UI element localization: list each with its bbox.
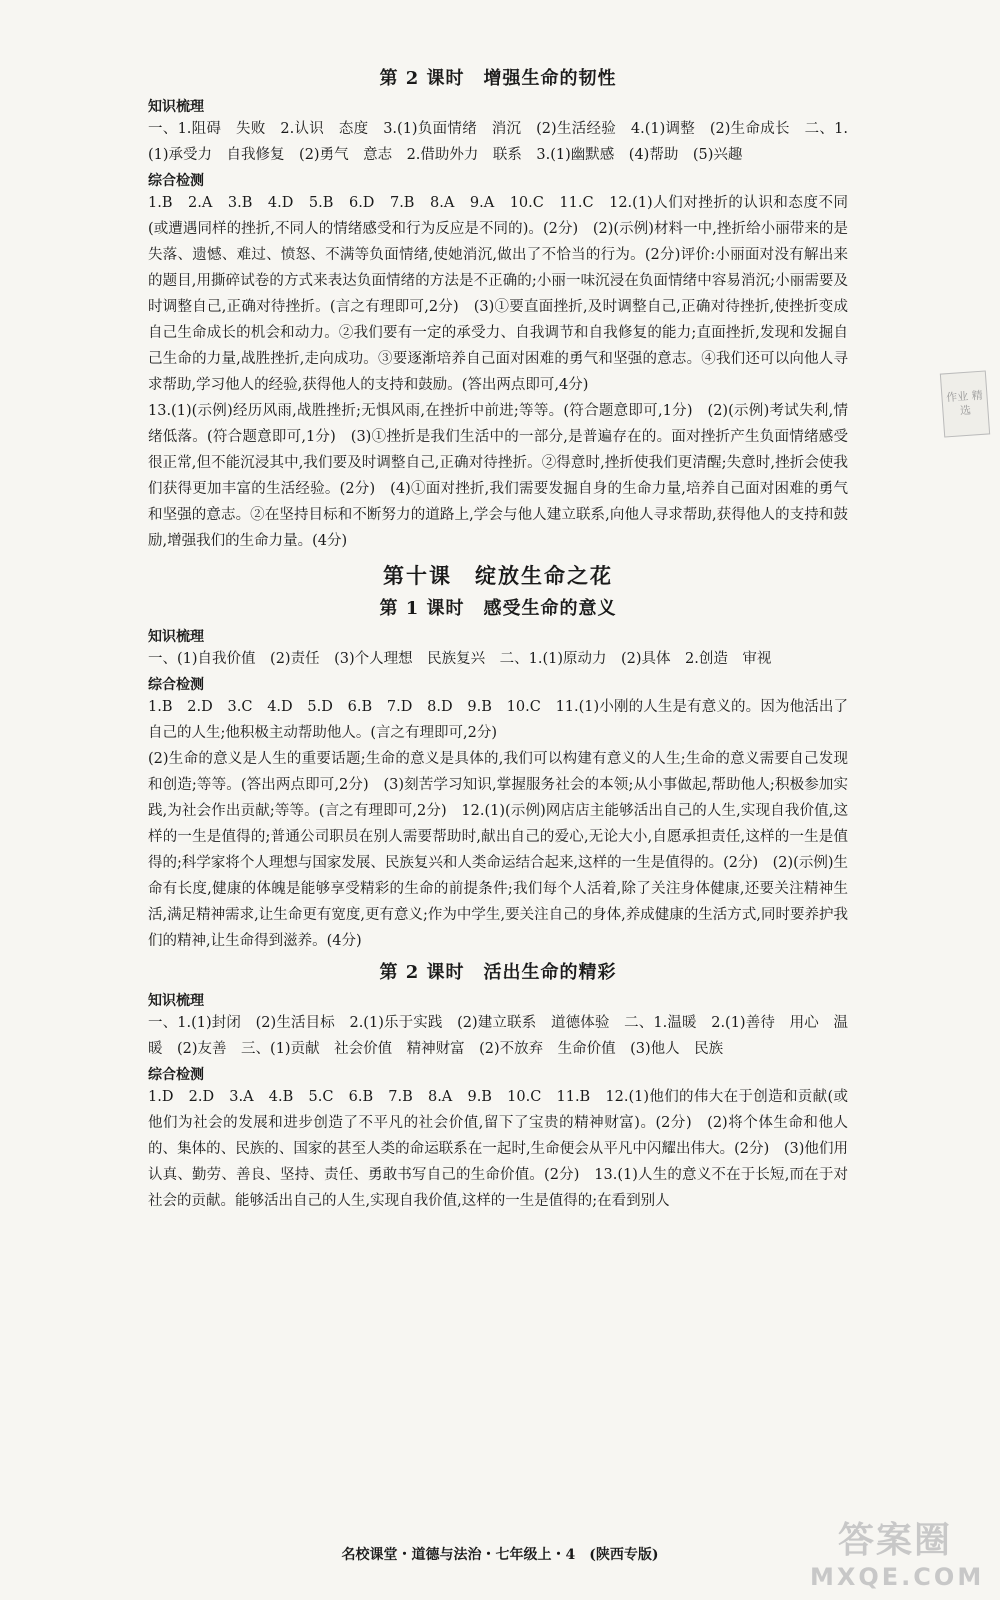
answer-page	[148, 60, 848, 1214]
watermark-logo-text: 答案圈	[837, 1520, 952, 1561]
site-watermark	[810, 1512, 985, 1591]
test-answers: 1.B 2.A 3.B 4.D 5.B 6.D 7.B 8.A 9.A 10.C 11.C 12.(1)人们对挫折的认识和态度不同(或遭遇同样的挫折,不同人的情绪感受和行为反应是不同的)。(2分) (2)(示例)材料一中,挫折给小丽带来的是失落、遗憾、难过、愤怒、不满等负面情绪,使她消沉,做出了不恰当的行为。(2分)评价:小丽面对没有解出来的题目,用撕碎试卷的方式来表达负面情绪的方法是不正确的;小丽一味沉浸在负面情绪中容易消沉;小丽需要及时调整自己,正确对待挫折。(言之有理即可,2分) (3)①要直面挫折,及时调整自己,正确对待挫折,使挫折变成自己生命成长的机会和动力。②我们要有一定的承受力、自我调节和自我修复的能力;直面挫折,发现和发掘自己生命的力量,战胜挫折,走向成功。③要逐渐培养自己面对困难的勇气和坚强的意志。④我们还可以向他人寻求帮助,学习他人的经验,获得他人的支持和鼓励。(答出两点即可,4分)	[148, 195, 848, 393]
lesson-title: 第 1 课时 感受生命的意义	[379, 598, 617, 619]
section-label-knowledge: 知识梳理	[148, 629, 204, 645]
knowledge-answers: 一、(1)自我价值 (2)责任 (3)个人理想 民族复兴 二、1.(1)原动力 (2)具体 2.创造 审视	[148, 651, 772, 667]
section-label-test: 综合检测	[148, 1067, 204, 1083]
knowledge-answers: 一、1.阻碍 失败 2.认识 态度 3.(1)负面情绪 消沉 (2)生活经验 4.(1)调整 (2)生命成长 二、1.(1)承受力 自我修复 (2)勇气 意志 2.借助外力 联系 3.(1)幽默感 (4)帮助 (5)兴趣	[148, 121, 848, 163]
unit-title: 第十课 绽放生命之花	[383, 563, 613, 588]
section-label-knowledge: 知识梳理	[148, 99, 204, 115]
lesson-title: 第 2 课时 增强生命的韧性	[379, 68, 617, 89]
lesson-title: 第 2 课时 活出生命的精彩	[379, 962, 617, 983]
watermark-url: MXQE.COM	[810, 1563, 985, 1591]
knowledge-answers: 一、1.(1)封闭 (2)生活目标 2.(1)乐于实践 (2)建立联系 道德体验 二、1.温暖 2.(1)善待 用心 温暖 (2)友善 三、(1)贡献 社会价值 精神财富 (2)不放弃 生命价值 (3)他人 民族	[148, 1015, 848, 1057]
section-label-test: 综合检测	[148, 677, 204, 693]
test-answers: 1.D 2.D 3.A 4.B 5.C 6.B 7.B 8.A 9.B 10.C 11.B 12.(1)他们的伟大在于创造和贡献(或他们为社会的发展和进步创造了不平凡的社会价值,留下了宝贵的精神财富)。(2分) (2)将个体生命和他人的、集体的、民族的、国家的甚至人类的命运联系在一起时,生命便会从平凡中闪耀出伟大。(2分) (3)他们用认真、勤劳、善良、坚持、责任、勇敢书写自己的生命价值。(2分) 13.(1)人生的意义不在于长短,而在于对社会的贡献。能够活出自己的人生,实现自我价值,这样的一生是值得的;在看到别人	[148, 1089, 848, 1209]
section-label-test: 综合检测	[148, 173, 204, 189]
test-answers: (2)生命的意义是人生的重要话题;生命的意义是具体的,我们可以构建有意义的人生;生命的意义需要自己发现和创造;等等。(答出两点即可,2分) (3)刻苦学习知识,掌握服务社会的本领;从小事做起,帮助他人;积极参加实践,为社会作出贡献;等等。(言之有理即可,2分) 12.(1)(示例)网店店主能够活出自己的人生,实现自我价值,这样的一生是值得的;普通公司职员在别人需要帮助时,献出自己的爱心,无论大小,自愿承担责任,这样的一生是值得的;科学家将个人理想与国家发展、民族复兴和人类命运结合起来,这样的一生是值得的。(2分) (2)(示例)生命有长度,健康的体魄是能够享受精彩的生命的前提条件;我们每个人活着,除了关注身体健康,还要关注精神生活,满足精神需求,让生命更有宽度,更有意义;作为中学生,要关注自己的身体,养成健康的生活方式,同时要养护我们的精神,让生命得到滋养。(4分)	[148, 751, 848, 949]
test-answers: 13.(1)(示例)经历风雨,战胜挫折;无惧风雨,在挫折中前进;等等。(符合题意即可,1分) (2)(示例)考试失利,情绪低落。(符合题意即可,1分) (3)①挫折是我们生活中的一部分,是普遍存在的。面对挫折产生负面情绪感受很正常,但不能沉浸其中,我们要及时调整自己,正确对待挫折。②得意时,挫折使我们更清醒;失意时,挫折会使我们获得更加丰富的生活经验。(2分) (4)①面对挫折,我们需要发掘自身的生命力量,培养自己面对困难的勇气和坚强的意志。②在坚持目标和不断努力的道路上,学会与他人建立联系,向他人寻求帮助,获得他人的支持和鼓励,增强我们的生命力量。(4分)	[148, 403, 848, 549]
test-answers: 1.B 2.D 3.C 4.D 5.D 6.B 7.D 8.D 9.B 10.C 11.(1)小刚的人生是有意义的。因为他活出了自己的人生;他积极主动帮助他人。(言之有理即可,2分)	[148, 699, 848, 741]
section-label-knowledge: 知识梳理	[148, 993, 204, 1009]
margin-stamp: 作业 精选	[940, 370, 990, 437]
page-footer: 名校课堂・道德与法治・七年级上・4 (陕西专版)	[341, 1547, 659, 1563]
